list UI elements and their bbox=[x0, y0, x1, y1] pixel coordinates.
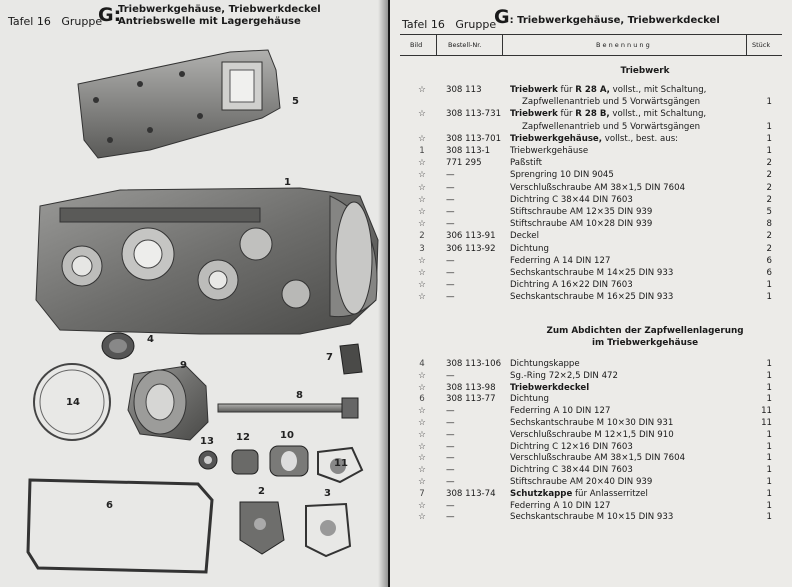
label-11: 11 bbox=[334, 458, 348, 469]
desc-model: R 28 B, bbox=[575, 109, 610, 120]
left-title-line2: Antriebswelle mit Lagergehäuse bbox=[118, 16, 301, 27]
row-benennung bbox=[510, 108, 706, 120]
row-bild: ☆ bbox=[418, 219, 426, 230]
desc-detail: Sg.-Ring 72×2,5 DIN 472 bbox=[510, 370, 618, 381]
table-row bbox=[390, 417, 792, 429]
row-stueck: 1 bbox=[766, 500, 772, 511]
desc-detail: Stiftschraube AM 12×35 DIN 939 bbox=[510, 207, 653, 217]
row-stueck: 1 bbox=[766, 488, 772, 499]
table-row bbox=[390, 291, 792, 303]
table-row bbox=[390, 382, 792, 394]
desc-main: Schutzkappe bbox=[510, 488, 573, 499]
row-bestell-nr: — bbox=[446, 170, 455, 181]
row-stueck: 1 bbox=[766, 97, 772, 108]
left-gruppe-label: Gruppe bbox=[61, 15, 103, 28]
row-stueck: 1 bbox=[766, 382, 772, 393]
desc-detail: Zapfwellenantrieb und 5 Vorwärtsgängen bbox=[522, 97, 701, 108]
row-stueck: 2 bbox=[766, 182, 772, 193]
row-bild: ☆ bbox=[418, 194, 426, 205]
right-title-block bbox=[494, 6, 720, 28]
row-bestell-nr: 771 295 bbox=[446, 158, 482, 169]
row-benennung bbox=[510, 243, 549, 255]
table-row bbox=[390, 511, 792, 523]
row-bestell-nr: 308 113-98 bbox=[446, 382, 496, 393]
table-row bbox=[390, 206, 792, 218]
row-benennung bbox=[510, 230, 539, 242]
row-bild: ☆ bbox=[418, 418, 426, 428]
right-tafel-label: Tafel 16 bbox=[402, 18, 445, 31]
desc-detail: Verschlußschraube AM 38×1,5 DIN 7604 bbox=[510, 453, 686, 464]
row-bestell-nr: — bbox=[446, 441, 455, 452]
part-cap bbox=[102, 333, 134, 359]
table-row bbox=[390, 182, 792, 194]
desc-detail: Federring A 10 DIN 127 bbox=[510, 500, 611, 511]
row-bild: ☆ bbox=[418, 170, 426, 181]
table-row bbox=[390, 145, 792, 157]
row-bild: ☆ bbox=[418, 158, 426, 169]
section-abdichten-line2: im Triebwerkgehäuse bbox=[591, 338, 699, 348]
part-large-gasket bbox=[28, 480, 212, 572]
row-bild: ☆ bbox=[418, 512, 426, 523]
row-stueck: 1 bbox=[766, 512, 772, 523]
label-1: 1 bbox=[284, 177, 291, 188]
row-benennung bbox=[510, 393, 549, 405]
right-gruppe-label: Gruppe bbox=[455, 18, 497, 31]
label-2: 2 bbox=[258, 486, 265, 497]
table-row bbox=[390, 243, 792, 255]
desc-detail: Dichtung bbox=[510, 243, 549, 254]
row-benennung bbox=[510, 206, 652, 218]
row-stueck: 2 bbox=[766, 243, 772, 254]
row-stueck: 1 bbox=[766, 465, 772, 476]
label-7: 7 bbox=[326, 352, 333, 363]
row-bild: ☆ bbox=[418, 453, 426, 464]
row-bestell-nr: — bbox=[446, 477, 455, 487]
table-row bbox=[390, 370, 792, 382]
col-desc: B e n e n n u n g bbox=[596, 41, 650, 49]
row-bestell-nr: — bbox=[446, 465, 455, 476]
table-row bbox=[390, 393, 792, 405]
row-bestell-nr: — bbox=[446, 255, 455, 266]
row-benennung bbox=[510, 279, 633, 291]
row-benennung bbox=[510, 169, 614, 181]
row-bestell-nr: — bbox=[446, 429, 455, 440]
row-benennung bbox=[510, 488, 648, 500]
row-stueck: 1 bbox=[766, 133, 772, 144]
table-row bbox=[390, 169, 792, 181]
row-benennung bbox=[510, 157, 542, 169]
part-bearing-housing bbox=[128, 366, 208, 440]
desc-detail: Dichtring C 38×44 DIN 7603 bbox=[510, 465, 633, 476]
desc-detail: Sechskantschraube M 10×30 DIN 931 bbox=[510, 418, 674, 428]
desc-model: R 28 A, bbox=[575, 85, 610, 95]
row-stueck: 2 bbox=[766, 158, 772, 169]
row-bild: ☆ bbox=[418, 382, 426, 393]
table-header bbox=[400, 34, 782, 56]
desc-main: Triebwerk bbox=[510, 85, 558, 95]
row-benennung bbox=[510, 405, 610, 417]
row-bild: ☆ bbox=[418, 465, 426, 476]
row-benennung bbox=[510, 267, 673, 279]
right-tafel bbox=[402, 18, 496, 31]
row-benennung bbox=[510, 417, 673, 429]
row-benennung bbox=[510, 218, 652, 230]
desc-main: Triebwerkdeckel bbox=[510, 382, 590, 393]
row-bestell-nr: — bbox=[446, 182, 455, 193]
row-stueck: 1 bbox=[766, 429, 772, 440]
row-bild: 2 bbox=[419, 231, 425, 242]
row-benennung bbox=[510, 500, 610, 512]
row-benennung bbox=[510, 452, 685, 464]
row-bestell-nr: 306 113-91 bbox=[446, 231, 496, 242]
row-bild: ☆ bbox=[418, 109, 426, 120]
table-row bbox=[390, 84, 792, 96]
row-benennung bbox=[510, 255, 610, 267]
row-bild: ☆ bbox=[418, 85, 426, 95]
table-row bbox=[390, 230, 792, 242]
table-row bbox=[390, 255, 792, 267]
label-12: 12 bbox=[236, 432, 250, 443]
row-benennung bbox=[510, 358, 580, 370]
row-bestell-nr: — bbox=[446, 268, 455, 278]
part-cover-plate bbox=[240, 502, 284, 554]
table-row bbox=[390, 476, 792, 488]
row-bestell-nr: — bbox=[446, 406, 455, 417]
row-bestell-nr: — bbox=[446, 370, 455, 381]
row-benennung bbox=[510, 133, 678, 145]
desc-detail: Federring A 10 DIN 127 bbox=[510, 406, 611, 417]
row-stueck: 1 bbox=[766, 280, 772, 291]
row-benennung bbox=[510, 194, 633, 206]
desc-detail: Dichtung bbox=[510, 394, 549, 405]
left-tafel-label: Tafel 16 bbox=[8, 15, 51, 28]
desc-detail: Verschlußschraube M 12×1,5 DIN 910 bbox=[510, 429, 674, 440]
table-row bbox=[390, 405, 792, 417]
row-stueck: 1 bbox=[766, 146, 772, 156]
label-14: 14 bbox=[66, 397, 80, 408]
row-bestell-nr: — bbox=[446, 500, 455, 511]
row-stueck: 1 bbox=[766, 453, 772, 464]
part-shaft bbox=[218, 398, 358, 418]
row-stueck: 6 bbox=[766, 255, 772, 266]
table-row bbox=[390, 194, 792, 206]
desc-detail: vollst., mit Schaltung, bbox=[609, 109, 707, 120]
row-bild: ☆ bbox=[418, 207, 426, 217]
desc-detail: Sechskantschraube M 14×25 DIN 933 bbox=[510, 268, 674, 278]
desc-detail: Deckel bbox=[510, 231, 539, 242]
label-6: 6 bbox=[106, 500, 113, 511]
label-13: 13 bbox=[200, 436, 214, 447]
row-bestell-nr: 306 113-92 bbox=[446, 243, 496, 254]
row-stueck: 11 bbox=[761, 418, 772, 428]
row-bild: ☆ bbox=[418, 280, 426, 291]
section-triebwerk: Triebwerk bbox=[620, 66, 670, 76]
table-row bbox=[390, 488, 792, 500]
desc-detail: Sechskantschraube M 16×25 DIN 933 bbox=[510, 292, 674, 303]
part-plate-gasket bbox=[306, 504, 350, 556]
part-cover bbox=[78, 50, 280, 158]
row-stueck: 5 bbox=[766, 207, 772, 217]
table-row bbox=[390, 358, 792, 370]
row-stueck: 1 bbox=[766, 394, 772, 405]
table-row bbox=[390, 121, 792, 133]
col-divider bbox=[502, 34, 503, 55]
row-bild: ☆ bbox=[418, 133, 426, 144]
label-10: 10 bbox=[280, 430, 294, 441]
desc-detail: Sechskantschraube M 10×15 DIN 933 bbox=[510, 512, 674, 523]
table-row bbox=[390, 108, 792, 120]
label-9: 9 bbox=[180, 360, 187, 371]
row-bild: ☆ bbox=[418, 255, 426, 266]
row-bestell-nr: — bbox=[446, 280, 455, 291]
table-row bbox=[390, 441, 792, 453]
row-bestell-nr: — bbox=[446, 194, 455, 205]
desc-detail: Dichtring C 12×16 DIN 7603 bbox=[510, 441, 633, 452]
row-benennung bbox=[510, 429, 674, 441]
table-row bbox=[390, 279, 792, 291]
right-page bbox=[390, 0, 792, 587]
row-bestell-nr: 308 113-74 bbox=[446, 488, 496, 499]
desc-detail: Dichtring C 38×44 DIN 7603 bbox=[510, 194, 633, 205]
row-benennung bbox=[510, 291, 673, 303]
table-row bbox=[390, 218, 792, 230]
left-title-line1: Triebwerkgehäuse, Triebwerkdeckel bbox=[118, 4, 321, 15]
desc-detail: für Anlasserritzel bbox=[572, 488, 648, 499]
row-bestell-nr: — bbox=[446, 418, 455, 428]
desc-detail: Paßstift bbox=[510, 158, 542, 169]
row-bestell-nr: — bbox=[446, 219, 455, 230]
row-bild: ☆ bbox=[418, 477, 426, 487]
left-letter: G bbox=[98, 4, 114, 26]
row-stueck: 1 bbox=[766, 292, 772, 303]
row-bild: 6 bbox=[419, 394, 425, 405]
left-colon: : bbox=[113, 4, 122, 26]
col-divider bbox=[436, 34, 437, 55]
row-benennung bbox=[510, 441, 633, 453]
row-benennung bbox=[510, 370, 618, 382]
col-nr: Bestell-Nr. bbox=[448, 41, 482, 49]
desc-detail: vollst., best. aus: bbox=[602, 133, 679, 144]
section-abdichten-line1: Zum Abdichten der Zapfwellenlagerung bbox=[546, 326, 744, 336]
col-divider bbox=[746, 34, 747, 55]
row-stueck: 2 bbox=[766, 170, 772, 181]
part-needle-bearing bbox=[232, 450, 258, 474]
row-bestell-nr: 308 113 bbox=[446, 85, 482, 95]
table-row bbox=[390, 157, 792, 169]
table-row bbox=[390, 464, 792, 476]
row-bild: ☆ bbox=[418, 292, 426, 303]
desc-main: Triebwerk bbox=[510, 109, 558, 120]
row-bild: 1 bbox=[419, 146, 425, 156]
row-stueck: 2 bbox=[766, 231, 772, 242]
row-bestell-nr: — bbox=[446, 292, 455, 303]
table-row bbox=[390, 500, 792, 512]
right-title: : Triebwerkgehäuse, Triebwerkdeckel bbox=[509, 15, 720, 26]
row-bild: ☆ bbox=[418, 500, 426, 511]
label-3: 3 bbox=[324, 488, 331, 499]
row-bild: ☆ bbox=[418, 406, 426, 417]
part-small-ring bbox=[199, 451, 217, 469]
desc-detail: Sprengring 10 DIN 9045 bbox=[510, 170, 614, 181]
row-bestell-nr: 308 113-1 bbox=[446, 146, 491, 156]
desc-detail: Triebwerkgehäuse bbox=[510, 146, 589, 156]
row-bestell-nr: 308 113-701 bbox=[446, 133, 502, 144]
row-stueck: 1 bbox=[766, 121, 772, 132]
row-benennung bbox=[510, 511, 673, 523]
row-benennung bbox=[522, 96, 700, 108]
row-stueck: 6 bbox=[766, 268, 772, 278]
row-bestell-nr: 308 113-77 bbox=[446, 394, 496, 405]
desc-main: Triebwerkgehäuse, bbox=[510, 133, 603, 144]
desc-detail: Zapfwellenantrieb und 5 Vorwärtsgängen bbox=[522, 121, 701, 132]
part-housing bbox=[36, 188, 378, 334]
row-bild: 3 bbox=[419, 243, 425, 254]
row-stueck: 1 bbox=[766, 477, 772, 487]
row-bild: ☆ bbox=[418, 429, 426, 440]
row-benennung bbox=[510, 464, 633, 476]
label-8: 8 bbox=[296, 390, 303, 401]
desc-detail: Verschlußschraube AM 38×1,5 DIN 7604 bbox=[510, 182, 686, 193]
row-benennung bbox=[510, 382, 589, 394]
row-bestell-nr: — bbox=[446, 453, 455, 464]
row-bild: ☆ bbox=[418, 370, 426, 381]
row-bild: 4 bbox=[419, 359, 425, 369]
row-stueck: 1 bbox=[766, 370, 772, 381]
part-guard bbox=[340, 344, 362, 374]
row-bestell-nr: 308 113-106 bbox=[446, 359, 502, 369]
desc-connector: für bbox=[557, 85, 576, 95]
row-bild: ☆ bbox=[418, 182, 426, 193]
desc-detail: Federring A 14 DIN 127 bbox=[510, 255, 611, 266]
row-benennung bbox=[510, 182, 685, 194]
table-row bbox=[390, 96, 792, 108]
label-5: 5 bbox=[292, 96, 299, 107]
row-stueck: 1 bbox=[766, 441, 772, 452]
table-row bbox=[390, 429, 792, 441]
row-bestell-nr: — bbox=[446, 207, 455, 217]
right-letter: G bbox=[494, 6, 510, 28]
row-stueck: 1 bbox=[766, 359, 772, 369]
left-page bbox=[0, 0, 388, 587]
row-bild: 7 bbox=[419, 488, 425, 499]
table-row bbox=[390, 133, 792, 145]
desc-detail: Dichtring A 16×22 DIN 7603 bbox=[510, 280, 633, 291]
row-bestell-nr: 308 113-731 bbox=[446, 109, 502, 120]
row-stueck: 2 bbox=[766, 194, 772, 205]
row-stueck: 8 bbox=[766, 219, 772, 230]
table-row bbox=[390, 267, 792, 279]
desc-detail: Stiftschraube AM 10×28 DIN 939 bbox=[510, 219, 653, 230]
desc-connector: für bbox=[557, 109, 576, 120]
row-benennung bbox=[510, 84, 706, 96]
row-bild: ☆ bbox=[418, 268, 426, 278]
col-bild: Bild bbox=[410, 41, 423, 49]
desc-detail: Stiftschraube AM 20×40 DIN 939 bbox=[510, 477, 653, 487]
table-row bbox=[390, 452, 792, 464]
row-stueck: 11 bbox=[761, 406, 772, 417]
row-bild: ☆ bbox=[418, 441, 426, 452]
row-benennung bbox=[522, 121, 700, 133]
row-bestell-nr: — bbox=[446, 512, 455, 523]
part-ball-bearing bbox=[270, 446, 308, 476]
row-benennung bbox=[510, 476, 652, 488]
label-4: 4 bbox=[147, 334, 154, 345]
desc-detail: vollst., mit Schaltung, bbox=[609, 85, 707, 95]
desc-detail: Dichtungskappe bbox=[510, 359, 580, 369]
col-qty: Stück bbox=[752, 41, 771, 49]
row-benennung bbox=[510, 145, 588, 157]
